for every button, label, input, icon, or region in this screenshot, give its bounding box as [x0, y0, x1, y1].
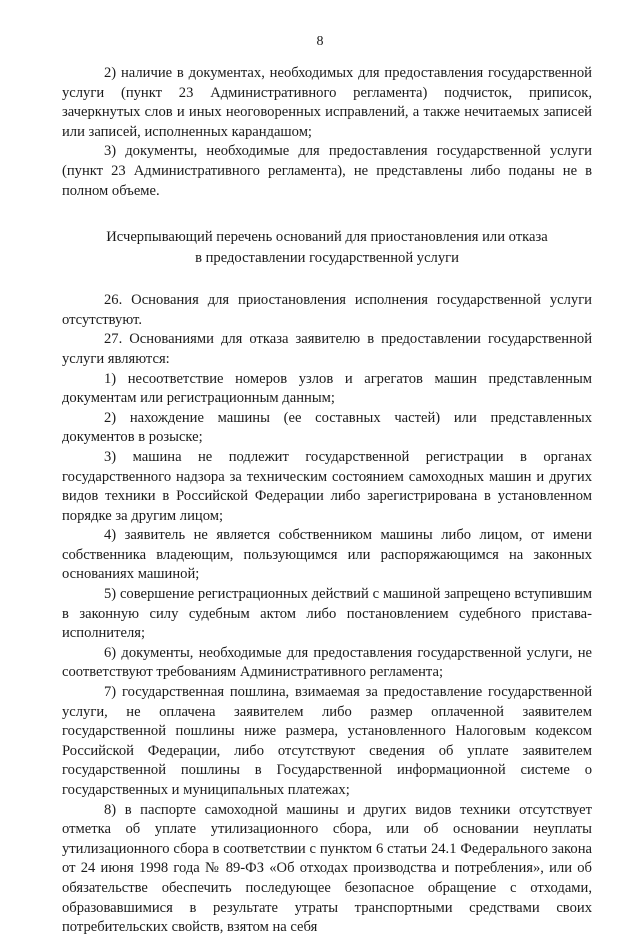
paragraph-item-2: 2) наличие в документах, необходимых для предоставления государственной услуги (пункт 23 Административного регламента) подчисток, приписок, зачеркнутых слов и иных неоговоренных исправлений, а также нечитаемых записей или записей, исполненных карандашом; — [62, 65, 592, 140]
list-item-6: 6) документы, необходимые для предоставления государственной услуги, не соответствуют требованиям Административного регламента; — [62, 644, 592, 681]
section-heading-line-2: в предоставлении государственной услуги — [195, 250, 459, 267]
document-body — [62, 64, 592, 938]
list-item-5: 5) совершение регистрационных действий с машиной запрещено вступившим в законную силу судебным актом либо постановлением судебного пристава-исполнителя; — [62, 586, 592, 642]
paragraph-27: 27. Основаниями для отказа заявителю в предоставлении государственной услуги являются: — [62, 331, 592, 367]
list-item-4: 4) заявитель не является собственником машины либо лицом, от имени собственника владеющим, пользующимся или распоряжающимся на законных основаниях машиной; — [62, 527, 592, 583]
list-item-1: 1) несоответствие номеров узлов и агрегатов машин представленным документам или регистрационным данным; — [62, 370, 592, 407]
list-item-8: 8) в паспорте самоходной машины и других видов техники отсутствует отметка об уплате утилизационного сбора, или об основании неуплаты утилизационного сбора в соответствии с пунктом 6 статьи 24.1 Федерального закона от 24 июня 1998 года № 89-ФЗ «Об отходах производства и потребления», или об обязательстве обеспечить последующее безопасное обращение с отходами, образовавшимися в результате утраты транспортными средствами своих потребительских свойств, взятом на себя — [62, 801, 592, 936]
paragraph-26: 26. Основания для приостановления исполнения государственной услуги отсутствуют. — [62, 292, 592, 328]
list-item-2: 2) нахождение машины (ее составных частей) или представленных документов в розыске; — [62, 409, 592, 446]
list-item-3: 3) машина не подлежит государственной регистрации в органах государственного надзора за техническим состоянием самоходных машин и других видов техники в Российской Федерации либо зарегистрирована в установленном порядке за другим лицом; — [62, 448, 592, 524]
paragraph-item-3: 3) документы, необходимые для предоставления государственной услуги (пункт 23 Административного регламента), не представлены либо поданы не в полном объеме. — [62, 143, 592, 199]
page-number: 8 — [316, 34, 324, 49]
section-heading-line-1: Исчерпывающий перечень оснований для приостановления или отказа — [106, 229, 548, 246]
list-item-7: 7) государственная пошлина, взимаемая за предоставление государственной услуги, не оплачена заявителем либо размер оплаченной заявителем государственной пошлины ниже размера, установленного Налоговым кодексом Российской Федерации, либо отсутствуют сведения об уплате заявителем государственной пошлины в Государственной информационной системе о государственных и муниципальных платежах; — [62, 684, 592, 798]
